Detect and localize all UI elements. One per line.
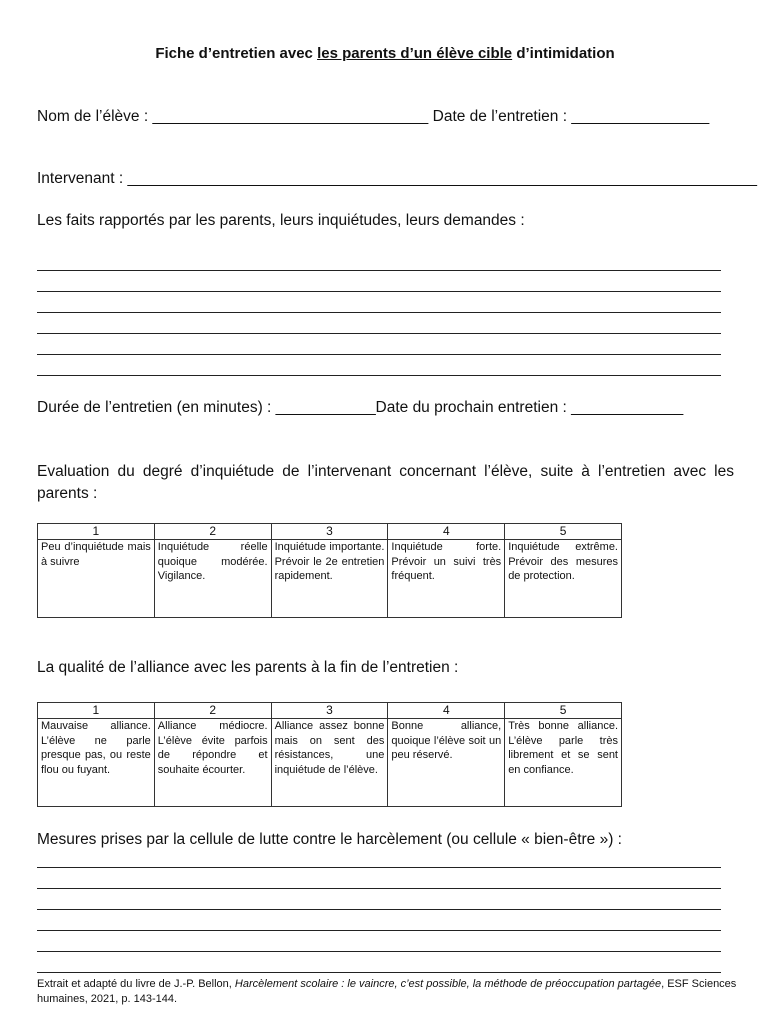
date-blank[interactable]: ________________	[571, 108, 710, 125]
alliance-col-3: 3	[271, 703, 388, 719]
source-citation: Extrait et adapté du livre de J.-P. Bellon, Harcèlement scolaire : le vaincre, c’est possible, la méthode de préoccupation partagée, ESF Sciences humaines, 2021, p. 143-144.	[37, 978, 737, 1005]
book-title: Harcèlement scolaire : le vaincre, c’est possible, la méthode de préoccupation partagée	[234, 978, 662, 990]
facts-line[interactable]	[37, 333, 721, 334]
facts-line[interactable]	[37, 291, 721, 292]
alliance-col-1: 1	[38, 703, 155, 719]
duration-field[interactable]: Durée de l’entretien (en minutes) : ____________Date du prochain entretien : _____________	[37, 399, 684, 416]
evaluation-cell-4[interactable]: Inquiétude forte. Prévoir un suivi très fréquent.	[388, 540, 505, 618]
evaluation-cell-1[interactable]: Peu d’inquiétude mais à suivre	[38, 540, 155, 618]
facts-label: Les faits rapportés par les parents, leurs inquiétudes, leurs demandes :	[37, 212, 525, 229]
alliance-cell-1[interactable]: Mauvaise alliance. L’élève ne parle presque pas, ou reste flou ou fuyant.	[38, 719, 155, 807]
alliance-cell-5[interactable]: Très bonne alliance. L’élève parle très librement et se sent en confiance.	[505, 719, 622, 807]
measures-line[interactable]	[37, 888, 721, 889]
intervenant-field[interactable]: Intervenant : _____________________________________________________________________________	[37, 170, 757, 187]
measures-line[interactable]	[37, 930, 721, 931]
facts-line[interactable]	[37, 270, 721, 271]
alliance-cell-3[interactable]: Alliance assez bonne mais on sent des résistances, une inquiétude de l’élève.	[271, 719, 388, 807]
alliance-row	[38, 719, 622, 807]
evaluation-cell-3[interactable]: Inquiétude importante. Prévoir le 2e entretien rapidement.	[271, 540, 388, 618]
evaluation-col-5: 5	[505, 524, 622, 540]
alliance-col-5: 5	[505, 703, 622, 719]
measures-heading: Mesures prises par la cellule de lutte contre le harcèlement (ou cellule « bien-être ») :	[37, 831, 622, 848]
evaluation-heading: Evaluation du degré d’inquiétude de l’intervenant concernant l’élève, suite à l’entretien avec les parents :	[37, 463, 734, 502]
alliance-header-row	[38, 703, 622, 719]
facts-line[interactable]	[37, 312, 721, 313]
title-underlined: les parents d’un élève cible	[317, 45, 513, 62]
facts-line[interactable]	[37, 354, 721, 355]
alliance-heading: La qualité de l’alliance avec les parents à la fin de l’entretien :	[37, 659, 459, 676]
alliance-cell-2[interactable]: Alliance médiocre. L’élève évite parfois de répondre et souhaite écourter.	[154, 719, 271, 807]
measures-line[interactable]	[37, 867, 721, 868]
alliance-col-4: 4	[388, 703, 505, 719]
evaluation-row	[38, 540, 622, 618]
alliance-table	[37, 702, 622, 807]
evaluation-table	[37, 523, 622, 618]
alliance-col-2: 2	[154, 703, 271, 719]
evaluation-header-row	[38, 524, 622, 540]
evaluation-cell-2[interactable]: Inquiétude réelle quoique modérée. Vigilance.	[154, 540, 271, 618]
facts-line[interactable]	[37, 375, 721, 376]
student-name-field[interactable]: Nom de l’élève : ________________________________ Date de l’entretien : ________________	[37, 108, 710, 125]
intervenant-blank[interactable]: _____________________________________________________________________________	[127, 170, 757, 187]
evaluation-col-1: 1	[38, 524, 155, 540]
evaluation-cell-5[interactable]: Inquiétude extrême. Prévoir des mesures de protection.	[505, 540, 622, 618]
evaluation-col-3: 3	[271, 524, 388, 540]
alliance-cell-4[interactable]: Bonne alliance, quoique l’élève soit un peu réservé.	[388, 719, 505, 807]
evaluation-col-4: 4	[388, 524, 505, 540]
student-name-blank[interactable]: ________________________________	[152, 108, 429, 125]
next-date-blank[interactable]: _____________	[571, 399, 684, 416]
evaluation-col-2: 2	[154, 524, 271, 540]
measures-line[interactable]	[37, 951, 721, 952]
measures-line[interactable]	[37, 972, 721, 973]
page-title: Fiche d’entretien avec les parents d’un élève cible d’intimidation	[155, 45, 615, 62]
measures-line[interactable]	[37, 909, 721, 910]
duration-blank[interactable]: ____________	[275, 399, 376, 416]
